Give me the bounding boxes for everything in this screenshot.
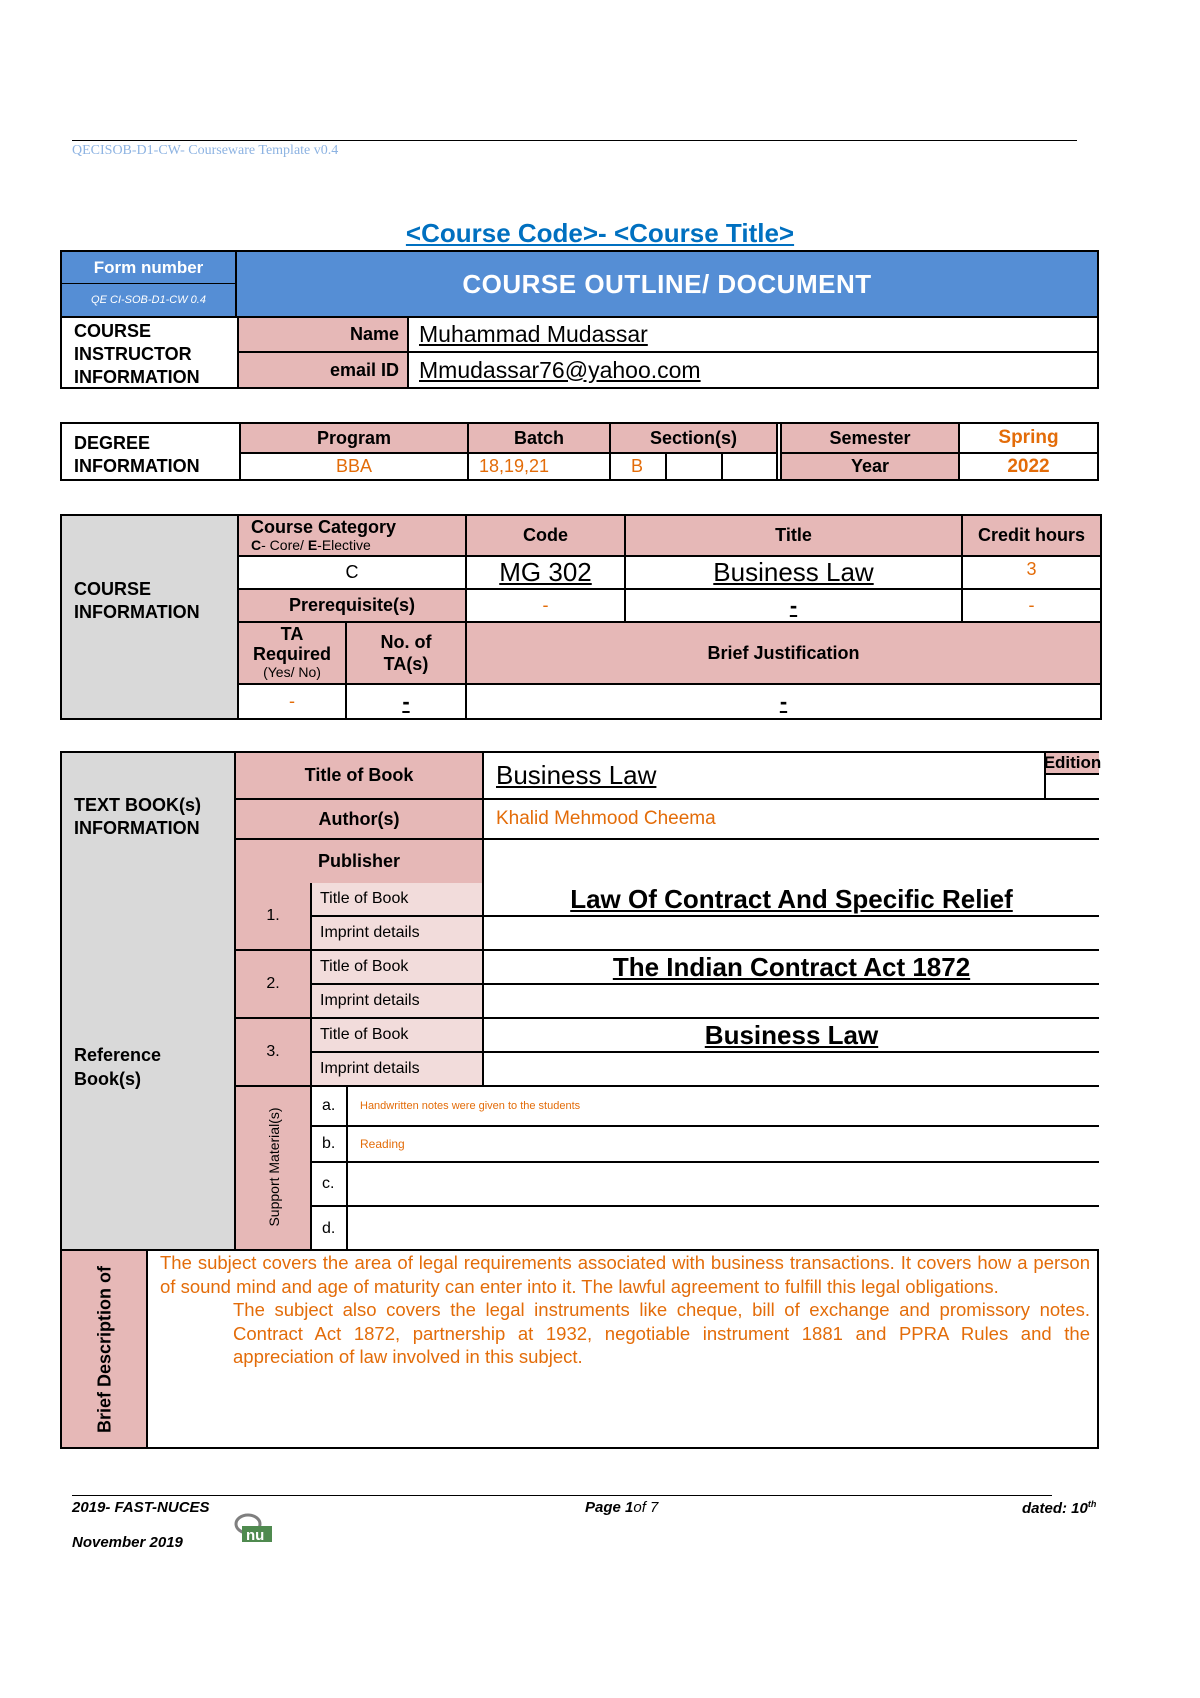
textbook-title: Business Law (484, 753, 1044, 800)
template-id: QECISOB-D1-CW- Courseware Template v0.4 (72, 143, 339, 158)
ref-title-2: The Indian Contract Act 1872 (484, 951, 1099, 985)
description-para-2: The subject also covers the legal instruments like cheque, bill of exchange and promissory notes. Contract Act 1872, partnership at 1932, negotiable instrument 1881 and PPRA Rules and the appreciation of law involved in this subject. (233, 1299, 1090, 1367)
course-section-label: COURSE INFORMATION (74, 579, 200, 622)
course-block (60, 514, 1102, 720)
code-label: Code (467, 516, 626, 557)
course-code: MG 302 (467, 557, 626, 590)
ref-num-1: 1. (234, 883, 312, 951)
prereq-2: - (626, 590, 963, 623)
semester-value: Spring (998, 427, 1059, 448)
instructor-email[interactable]: Mmudassar76@yahoo.com (419, 356, 701, 383)
justification-label: Brief Justification (467, 623, 1100, 685)
form-header-block (60, 250, 1099, 318)
support-rows (312, 1087, 1099, 1251)
doc-title: <Course Code>- <Course Title> (405, 218, 795, 248)
section-value: B (611, 454, 667, 479)
ref-title-1: Law Of Contract And Specific Relief (484, 883, 1099, 917)
author-label: Author(s) (234, 800, 484, 840)
name-label (237, 318, 409, 353)
ref-imprint-label-1: Imprint details (312, 917, 484, 951)
ta-count-label: No. of TA(s) (347, 623, 467, 685)
university-logo-icon (232, 1512, 278, 1546)
prereq-3: - (963, 590, 1100, 623)
support-letter-b: b. (312, 1127, 348, 1163)
title-label: Title (626, 516, 963, 557)
ref-num-2: 2. (234, 951, 312, 1019)
support-text-a: Handwritten notes were given to the students (348, 1087, 1099, 1127)
semester-label: Semester (780, 424, 960, 452)
email-label-text: email ID (329, 359, 399, 380)
support-text-b: Reading (348, 1127, 1099, 1163)
category-hint-e: E (307, 537, 318, 553)
support-label: Support Material(s) (266, 1107, 282, 1227)
justification-value: - (467, 685, 1100, 718)
support-letter-a: a. (312, 1087, 348, 1127)
footer-dated (1022, 1499, 1096, 1517)
support-label-cell (234, 1087, 312, 1251)
batch-label: Batch (469, 424, 611, 454)
program-value: BBA (239, 454, 469, 479)
prereq-label: Prerequisite(s) (237, 590, 467, 623)
ta-required-label: TA Required (252, 624, 331, 664)
category-hint-c-text: - Core/ (261, 537, 308, 553)
program-label: Program (239, 424, 469, 454)
instructor-section-label: COURSE INSTRUCTOR INFORMATION (74, 321, 200, 387)
footer-page-num: 1 (625, 1499, 634, 1516)
footer-dated-sup: th (1087, 1499, 1097, 1509)
textbook-author: Khalid Mehmood Cheema (484, 800, 1099, 840)
batch-value: 18,19,21 (469, 454, 611, 479)
description-label: Brief Description of (94, 1265, 115, 1434)
description-para-1: The subject covers the area of legal requirements associated with business transactions. It covers how a person of sound mind and age of maturity can enter into it. The lawful agreement to fulfill this legal obligations. (160, 1252, 1090, 1297)
footer-date2: November 2019 (72, 1534, 183, 1551)
ref-imprint-label-3: Imprint details (312, 1053, 484, 1087)
publisher-value (484, 840, 1099, 885)
ref-num-3: 3. (234, 1019, 312, 1087)
ref-title-label-3: Title of Book (312, 1019, 484, 1053)
footer-rule (72, 1495, 1052, 1496)
support-letter-d: d. (312, 1207, 348, 1251)
category-hint (251, 537, 465, 553)
edition-value (1044, 775, 1099, 800)
form-heading: COURSE OUTLINE/ DOCUMENT (237, 252, 1097, 316)
ref-imprint-1 (484, 917, 1099, 951)
instructor-name[interactable]: Muhammad Mudassar (409, 318, 1099, 353)
support-letter-c: c. (312, 1163, 348, 1207)
form-number-label: Form number (62, 252, 237, 284)
ref-imprint-label-2: Imprint details (312, 985, 484, 1019)
credit-label: Credit hours (963, 516, 1100, 557)
header-rule (72, 140, 1077, 141)
section-empty-2 (723, 454, 778, 479)
ta-required-hint: (Yes/ No) (263, 664, 321, 680)
description-block (60, 1249, 1099, 1449)
description-label-cell (62, 1251, 148, 1447)
footer-org: 2019- FAST-NUCES (72, 1499, 210, 1516)
ref-imprint-3 (484, 1053, 1099, 1087)
category-hint-c: C (251, 537, 262, 553)
reference-rows (234, 883, 1099, 1089)
instructor-block (60, 318, 1099, 389)
ref-imprint-2 (484, 985, 1099, 1019)
degree-section-label: DEGREE INFORMATION (74, 433, 200, 476)
footer-page (585, 1499, 658, 1516)
category-label-cell (237, 516, 467, 557)
edition-label: Edition (1044, 753, 1099, 775)
support-text-c (348, 1163, 1099, 1207)
name-label-text: Name (349, 324, 399, 344)
ref-title-label-1: Title of Book (312, 883, 484, 917)
university-logo-text: nu (246, 1527, 265, 1544)
prereq-1: - (467, 590, 626, 623)
course-title: Business Law (626, 557, 963, 590)
degree-block (60, 422, 1099, 481)
reference-block (60, 883, 1099, 1251)
ref-title-3: Business Law (484, 1019, 1099, 1053)
description-text (160, 1251, 1090, 1369)
support-text-d (348, 1207, 1099, 1251)
category-value: C (237, 557, 467, 590)
sections-label: Section(s) (611, 424, 778, 454)
ta-required-label-cell (237, 623, 347, 685)
textbook-block (60, 751, 1102, 883)
publisher-label: Publisher (234, 840, 484, 885)
textbook-title-label: Title of Book (234, 753, 484, 800)
email-label (237, 353, 409, 387)
form-number: QE CI-SOB-D1-CW 0.4 (62, 284, 237, 316)
ref-title-label-2: Title of Book (312, 951, 484, 985)
reference-section-label: Reference Book(s) (74, 1045, 162, 1089)
credit-hours: 3 (963, 557, 1100, 590)
footer-dated-text: dated: 10 (1022, 1500, 1088, 1517)
ta-required-value: - (237, 685, 347, 718)
ta-count-value: - (347, 685, 467, 718)
year-value: 2022 (960, 452, 1097, 479)
footer-page-prefix: Page (585, 1499, 626, 1516)
year-label: Year (780, 452, 960, 479)
category-hint-e-text: -Elective (317, 537, 371, 553)
category-label: Course Category (251, 517, 397, 537)
textbook-section-label: TEXT BOOK(s) INFORMATION (74, 795, 202, 838)
university-logo (232, 1512, 278, 1546)
footer-page-suffix: of 7 (633, 1499, 659, 1516)
section-empty-1 (667, 454, 723, 479)
